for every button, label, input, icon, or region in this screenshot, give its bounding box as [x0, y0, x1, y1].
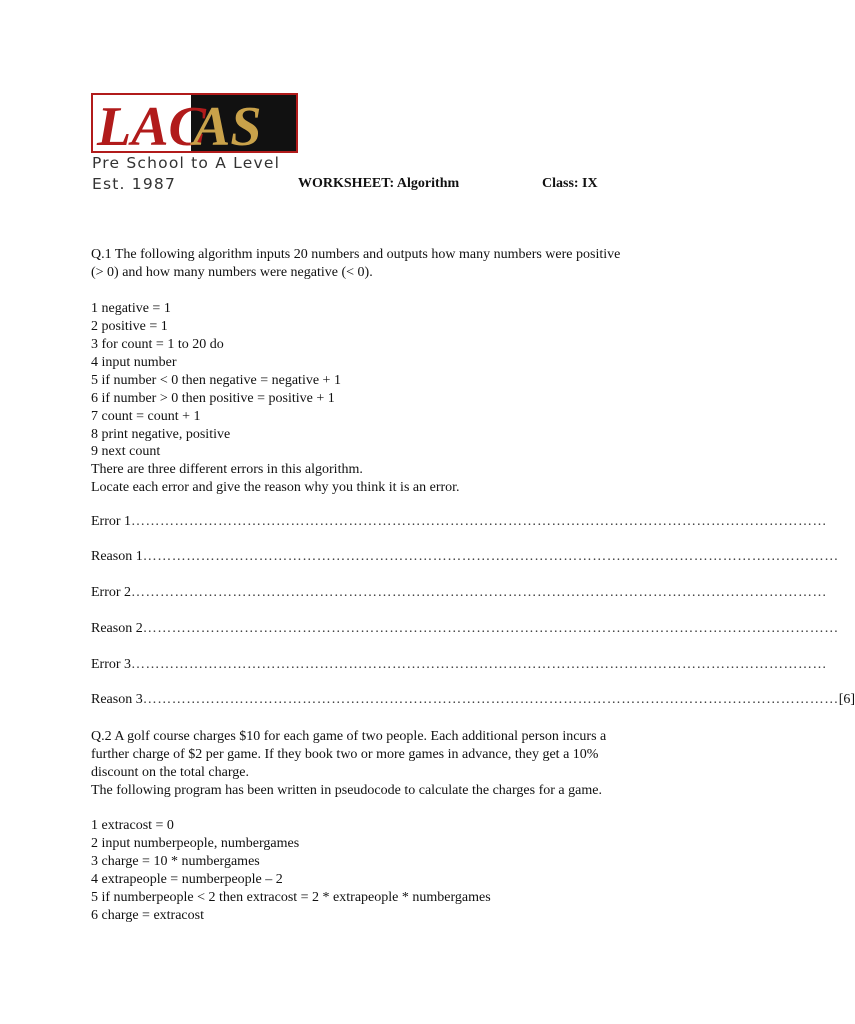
dotted-line: ……………………………………………………………………………………………………………………………… — [142, 549, 839, 564]
q1-code-line: 5 if number < 0 then negative = negative + 1 — [91, 373, 341, 388]
q1-code-line: 4 input number — [91, 355, 177, 370]
dotted-line: ……………………………………………………………………………………………………………………………… — [131, 657, 828, 672]
q1-intro-line: (> 0) and how many numbers were negative (< 0). — [91, 265, 373, 280]
logo-text-right: AS — [193, 96, 262, 158]
answer-blank-reason-2[interactable] — [91, 621, 839, 637]
answer-label: Reason 3 — [91, 692, 143, 707]
q1-code-line: 6 if number > 0 then positive = positive + 1 — [91, 391, 335, 406]
q1-instruction-line: Locate each error and give the reason why you think it is an error. — [91, 480, 460, 495]
dotted-line: ……………………………………………………………………………………………………………………………… — [131, 514, 828, 529]
school-logo — [91, 93, 298, 158]
dotted-line: ……………………………………………………………………………………………………………………………… — [131, 585, 828, 600]
worksheet-title: WORKSHEET: Algorithm — [298, 176, 460, 191]
answer-blank-reason-1[interactable] — [91, 549, 839, 565]
q2-code-line: 1 extracost = 0 — [91, 818, 174, 833]
q1-intro-line: Q.1 The following algorithm inputs 20 numbers and outputs how many numbers were positive — [91, 247, 621, 262]
answer-blank-reason-3[interactable] — [91, 692, 855, 708]
lacas-logo-graphic — [93, 95, 296, 158]
q2-intro-line: discount on the total charge. — [91, 765, 249, 780]
q1-instruction-line: There are three different errors in this algorithm. — [91, 462, 363, 477]
q2-code-line: 5 if numberpeople < 2 then extracost = 2 * extrapeople * numbergames — [91, 890, 491, 905]
answer-blank-error-2[interactable] — [91, 585, 828, 601]
answer-label: Error 1 — [91, 514, 132, 529]
q1-code-line: 9 next count — [91, 444, 161, 459]
marks-label: [6] — [838, 692, 855, 707]
q2-intro-line: further charge of $2 per game. If they book two or more games in advance, they get a 10% — [91, 747, 599, 762]
q2-code-line: 2 input numberpeople, numbergames — [91, 836, 300, 851]
answer-label: Error 3 — [91, 657, 132, 672]
school-established: Est. 1987 — [92, 175, 177, 193]
q2-intro-line: Q.2 A golf course charges $10 for each game of two people. Each additional person incurs a — [91, 729, 607, 744]
q1-code-line: 8 print negative, positive — [91, 427, 231, 442]
q2-code-line: 3 charge = 10 * numbergames — [91, 854, 260, 869]
dotted-line: ……………………………………………………………………………………………………………………………… — [142, 692, 839, 707]
answer-label: Reason 2 — [91, 621, 143, 636]
q1-code-line: 1 negative = 1 — [91, 301, 171, 316]
dotted-line: ……………………………………………………………………………………………………………………………… — [142, 621, 839, 636]
q1-code-line: 3 for count = 1 to 20 do — [91, 337, 224, 352]
answer-blank-error-1[interactable] — [91, 514, 828, 530]
school-tagline: Pre School to A Level — [92, 154, 281, 172]
answer-label: Error 2 — [91, 585, 132, 600]
class-label: Class: IX — [542, 176, 598, 191]
q2-code-line: 4 extrapeople = numberpeople – 2 — [91, 872, 283, 887]
q2-code-line: 6 charge = extracost — [91, 908, 204, 923]
answer-blank-error-3[interactable] — [91, 657, 828, 673]
q1-code-line: 7 count = count + 1 — [91, 409, 201, 424]
q2-intro-line: The following program has been written in pseudocode to calculate the charges for a game. — [91, 783, 602, 798]
logo-text-left: LAC — [97, 96, 206, 158]
q1-code-line: 2 positive = 1 — [91, 319, 168, 334]
answer-label: Reason 1 — [91, 549, 143, 564]
